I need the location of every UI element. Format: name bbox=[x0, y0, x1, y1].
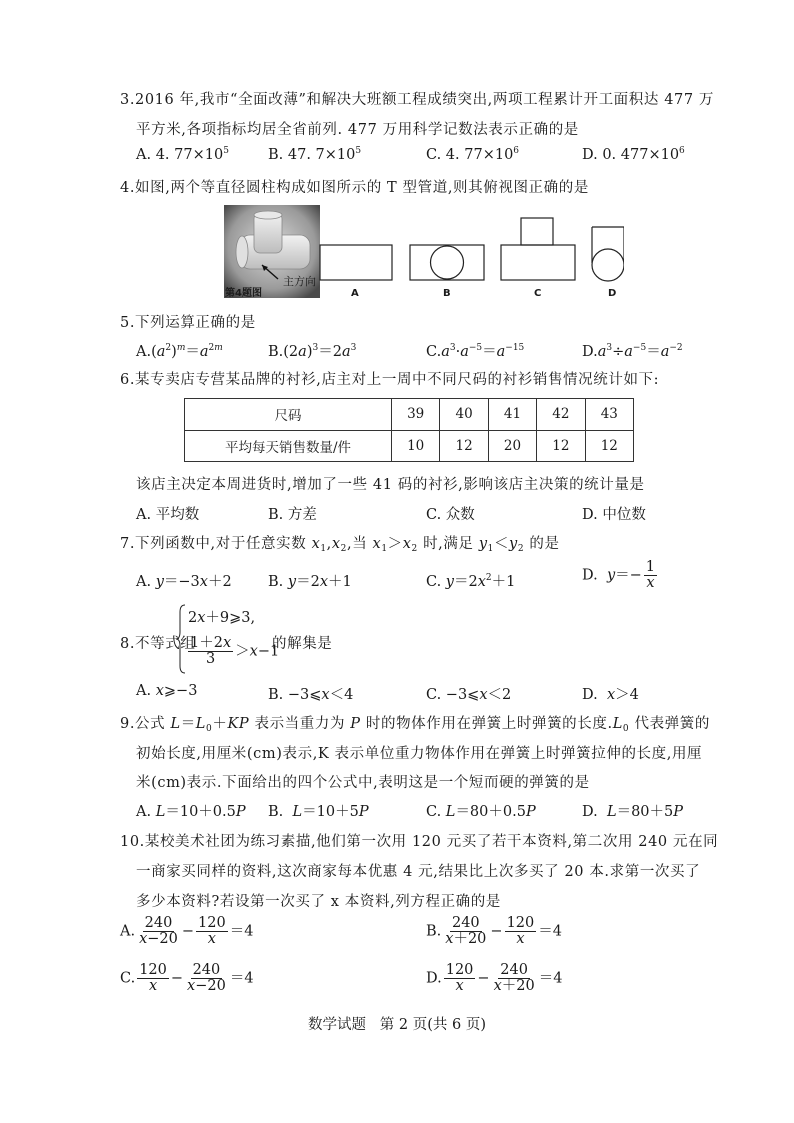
q6-stem: 6.某专卖店专营某品牌的衬衫,店主对上一周中不同尺码的衬衫销售情况统计如下: bbox=[120, 372, 660, 388]
q3-option-d: D. 0. $477\times 10^6$ bbox=[582, 146, 685, 163]
q8-inequality-1: 2x＋9⩾3, bbox=[188, 610, 256, 626]
q8-option-b: B. −3⩽x＜4 bbox=[268, 687, 354, 703]
q3-option-b: B. 47. $7\times 10^5$ bbox=[268, 146, 362, 163]
q9-option-c: C. L＝80＋0.5P bbox=[426, 804, 536, 820]
option-d-view bbox=[592, 227, 624, 281]
q8-option-d: D. x＞4 bbox=[582, 687, 639, 703]
q4-label-c: C bbox=[534, 288, 542, 299]
q8-stem-prefix: 8.不等式组 bbox=[120, 636, 196, 652]
q10-option-c: C. $\frac{120}{x}$ − $\frac{240}{x-20}$ ＝4 bbox=[120, 962, 254, 994]
table-row bbox=[185, 399, 634, 431]
page-footer: 数学试题 第 2 页(共 6 页) bbox=[307, 1017, 487, 1033]
q7-option-a: A. y＝−3x＋2 bbox=[136, 574, 232, 590]
table-cell: 20 bbox=[488, 430, 536, 462]
table-cell: 12 bbox=[537, 430, 585, 462]
q6-after-text: 该店主决定本周进货时,增加了一些 41 码的衬衫,影响该店主决策的统计量是 bbox=[136, 477, 645, 493]
q4-label-d: D bbox=[608, 288, 617, 299]
q9-line1: 9.公式 $L=L_0+KP$ 表示当重力为 P 时的物体作用在弹簧上时弹簧的长度$.L_0$ 代表弹簧的 bbox=[120, 716, 710, 734]
table-row bbox=[185, 430, 634, 462]
table-cell: 40 bbox=[440, 399, 488, 431]
q7-stem: 7.下列函数中,对于任意实数 $x_1,x_2$,当 $x_1>x_2$ 时,满足 $y_1<y_2$ 的是 bbox=[120, 536, 560, 554]
q4-label-a: A bbox=[351, 288, 359, 299]
q8-inequality-2: $\frac{1+2x}{3}$ ＞x−1 bbox=[190, 635, 280, 667]
option-c-view bbox=[501, 218, 575, 280]
q5-stem: 5.下列运算正确的是 bbox=[120, 315, 256, 331]
q4-figure bbox=[220, 205, 624, 300]
q9-option-d: D. L＝80＋5P bbox=[582, 804, 684, 820]
q7-option-d: D. y＝− $\frac{1}{x}$ bbox=[582, 559, 656, 591]
q10-option-d: D. $\frac{120}{x}$ − $\frac{240}{x+20}$ ＝4 bbox=[426, 962, 563, 994]
q8-stem-suffix: 的解集是 bbox=[272, 636, 333, 652]
q5-option-d: $D.a^3\div a^{-5}=a^{-2}$ bbox=[582, 343, 683, 360]
q3-line1: 3.2016 年,我市“全面改薄”和解决大班额工程成绩突出,两项工程累计开工面积达 477 万 bbox=[120, 92, 714, 108]
table-cell: 42 bbox=[537, 399, 585, 431]
table-cell: 12 bbox=[440, 430, 488, 462]
option-a-view bbox=[320, 245, 392, 280]
q5-option-b: $B.(2a)^3=2a^3$ bbox=[268, 343, 357, 360]
q7-option-c: C. $y=2x^2+1$ bbox=[426, 573, 516, 590]
q4-label-b: B bbox=[443, 288, 451, 299]
option-b-view bbox=[410, 245, 484, 280]
q6-option-d: D. 中位数 bbox=[582, 507, 646, 523]
q5-option-a: $A.(a^2)^m=a^{2m}$ bbox=[136, 343, 223, 360]
q6-option-b: B. 方差 bbox=[268, 507, 317, 523]
q7-option-b: B. y＝2x＋1 bbox=[268, 574, 352, 590]
q6-option-c: C. 众数 bbox=[426, 507, 475, 523]
q8-option-c: C. −3⩽x＜2 bbox=[426, 687, 512, 703]
q10-option-b: B. $\frac{240}{x+20}$ − $\frac{120}{x}$ ＝4 bbox=[426, 915, 562, 947]
sales-table bbox=[184, 398, 634, 462]
q4-stem: 4.如图,两个等直径圆柱构成如图所示的 T 型管道,则其俯视图正确的是 bbox=[120, 180, 589, 196]
system-brace bbox=[176, 604, 186, 674]
q9-option-b: B. L＝10＋5P bbox=[268, 804, 369, 820]
q4-photo-caption: 第4题图 bbox=[225, 288, 262, 299]
q10-line2: 一商家买同样的资料,这次商家每本优惠 4 元,结果比上次多买了 20 本.求第一次买了 bbox=[136, 864, 701, 880]
q8-option-a: A. x⩾−3 bbox=[136, 683, 198, 699]
q4-arrow-label: 主方向 bbox=[283, 275, 316, 288]
q10-option-a: A. $\frac{240}{x-20}$ − $\frac{120}{x}$ ＝4 bbox=[120, 915, 254, 947]
q9-line3: 米(cm)表示.下面给出的四个公式中,表明这是一个短而硬的弹簧的是 bbox=[136, 775, 590, 791]
table-cell: 10 bbox=[392, 430, 440, 462]
q5-option-c: $C.a^3\cdot a^{-5}=a^{-15}$ bbox=[426, 343, 525, 360]
q3-option-c: C. 4. $77\times 10^6$ bbox=[426, 146, 520, 163]
q10-line1: 10.某校美术社团为练习素描,他们第一次用 120 元买了若干本资料,第二次用 240 元在同 bbox=[120, 834, 719, 850]
q3-line2: 平方米,各项指标均居全省前列. 477 万用科学记数法表示正确的是 bbox=[136, 122, 579, 138]
q3-option-a: A. 4. $77\times 10^5$ bbox=[136, 146, 229, 163]
table-cell: 41 bbox=[488, 399, 536, 431]
table-cell: 12 bbox=[585, 430, 633, 462]
q9-line2: 初始长度,用厘米(cm)表示,K 表示单位重力物体作用在弹簧上时弹簧拉伸的长度,用厘 bbox=[136, 746, 703, 762]
table-row-label: 平均每天销售数量/件 bbox=[185, 430, 392, 462]
q10-line3: 多少本资料?若设第一次买了 x 本资料,列方程正确的是 bbox=[136, 894, 501, 910]
table-cell: 39 bbox=[392, 399, 440, 431]
q6-option-a: A. 平均数 bbox=[136, 507, 200, 523]
table-row-label: 尺码 bbox=[185, 399, 392, 431]
table-cell: 43 bbox=[585, 399, 633, 431]
q9-option-a: A. L＝10＋0.5P bbox=[136, 804, 246, 820]
